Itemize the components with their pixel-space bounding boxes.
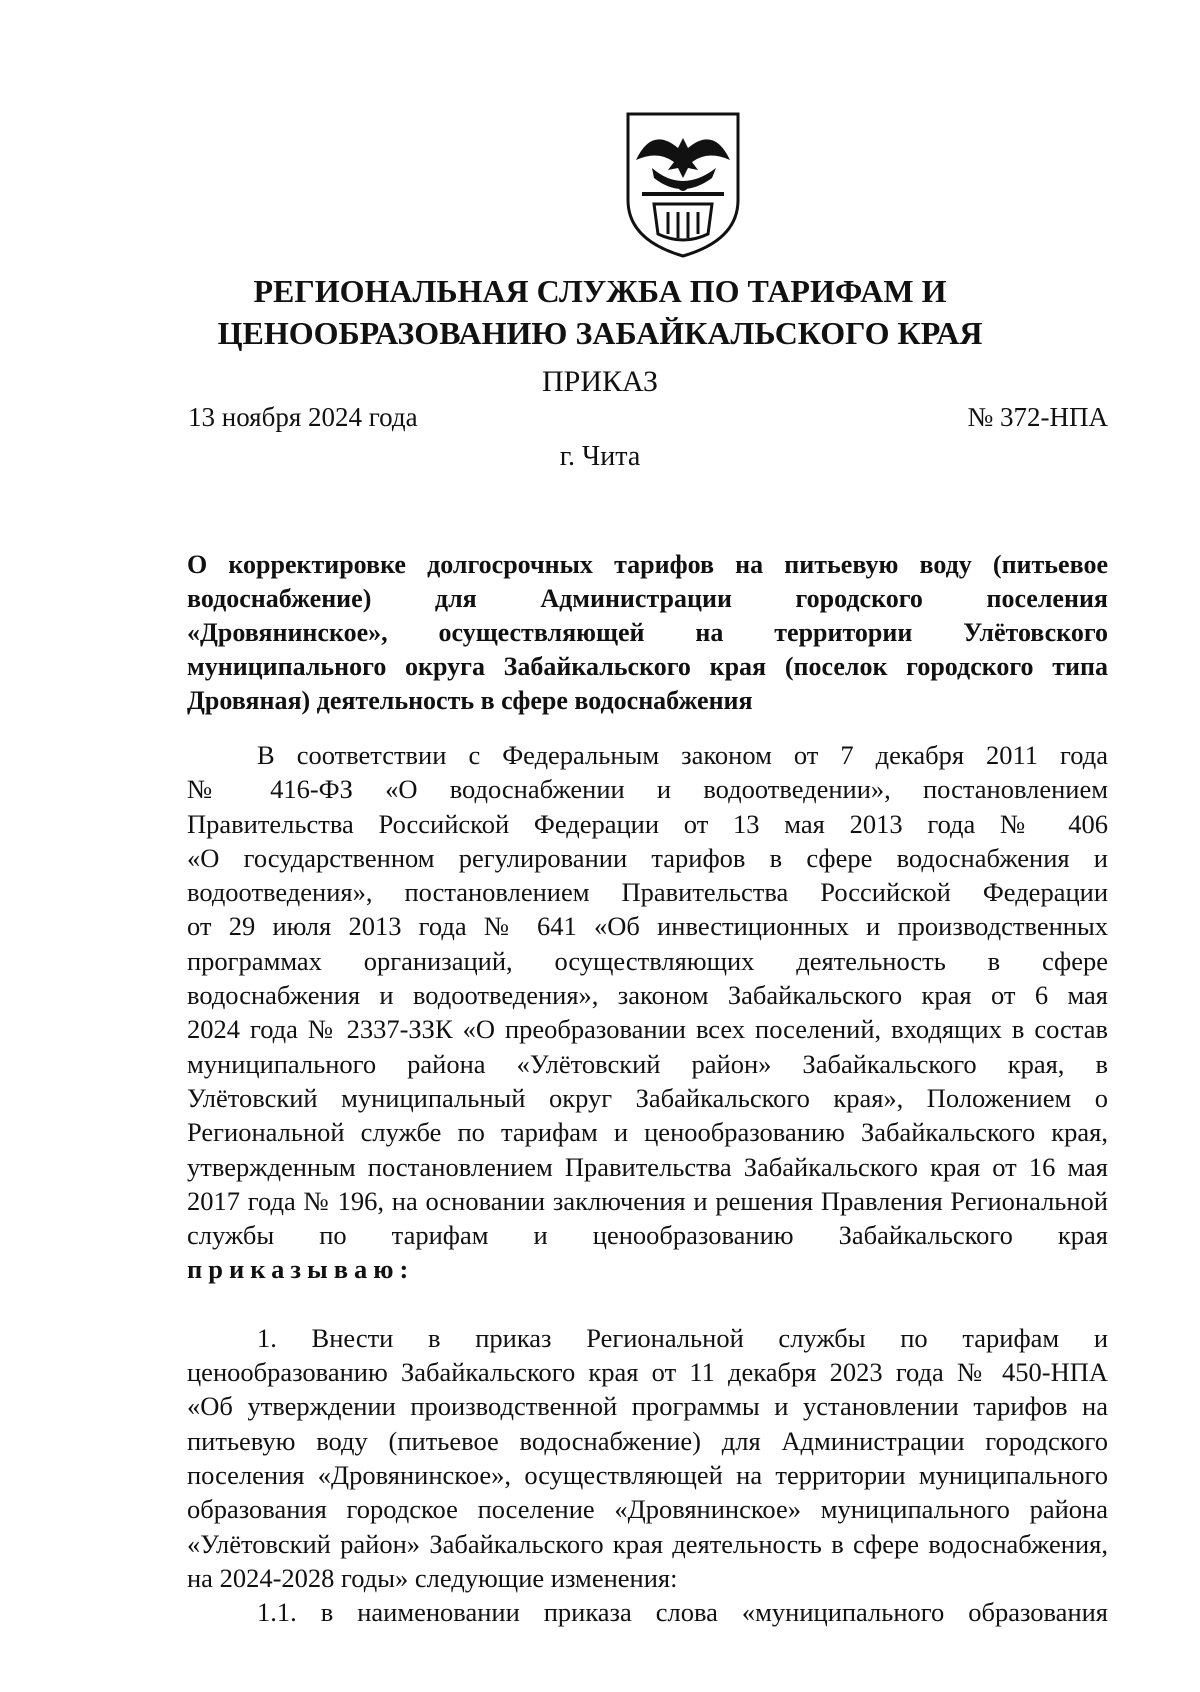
paragraph-gap — [187, 1287, 1108, 1321]
item-1-line: 1. Внести в приказ Региональной службы по тарифам и — [257, 1322, 1108, 1353]
preamble-line: службы по тарифам и ценообразованию Забайкальского края — [187, 1220, 1108, 1251]
title-line: «Дровянинское», осуществляющей на территории Улётовского — [187, 618, 1108, 647]
agency-name — [180, 270, 1020, 354]
order-word: приказываю: — [187, 1254, 415, 1285]
item-1-line: питьевую воду (питьевое водоснабжение) для Администрации городского — [187, 1425, 1108, 1456]
title-line: водоснабжение) для Администрации городского поселения — [187, 584, 1108, 613]
title-line: муниципального округа Забайкальского края (поселок городского типа — [187, 652, 1108, 681]
document-title — [187, 548, 1108, 718]
preamble-line: 2024 года № 2337-ЗЗК «О преобразовании всех поселений, входящих в состав — [187, 1014, 1108, 1045]
document-body — [187, 738, 1108, 1629]
item-1-line: «Об утверждении производственной программы и установлении тарифов на — [187, 1391, 1108, 1422]
preamble-line: водоснабжения и водоотведения», законом Забайкальского края от 6 мая — [187, 980, 1108, 1011]
item-1-1-line: 1.1. в наименовании приказа слова «муниципального образования — [257, 1597, 1108, 1628]
document-date: 13 ноября 2024 года — [188, 402, 418, 432]
preamble-line: водоотведения», постановлением Правительства Российской Федерации — [187, 877, 1108, 908]
preamble-line: от 29 июля 2013 года № 641 «Об инвестиционных и производственных — [187, 911, 1108, 942]
preamble-line: В соответствии с Федеральным законом от 7 декабря 2011 года — [257, 740, 1108, 770]
preamble-line: Улётовский муниципальный округ Забайкальского края», Положением о — [187, 1082, 1108, 1113]
preamble-line: № 416-ФЗ «О водоснабжении и водоотведении», постановлением — [187, 774, 1108, 805]
item-1-line: ценообразованию Забайкальского края от 11 декабря 2023 года № 450-НПА — [187, 1357, 1108, 1388]
preamble-line: муниципального района «Улётовский район» Забайкальского края, в — [187, 1048, 1108, 1079]
coat-of-arms-emblem — [622, 108, 744, 260]
document-number: № 372-НПА — [967, 402, 1108, 432]
preamble-line: Правительства Российской Федерации от 13 мая 2013 года № 406 — [187, 808, 1108, 839]
preamble-line: 2017 года № 196, на основании заключения и решения Правления Региональной — [187, 1185, 1108, 1216]
title-line: Дровяная) деятельность в сфере водоснабжения — [187, 686, 753, 715]
document-city: г. Чита — [559, 441, 641, 472]
preamble-line: Региональной службе по тарифам и ценообразованию Забайкальского края, — [187, 1117, 1108, 1148]
item-1-line: на 2024-2028 годы» следующие изменения: — [187, 1562, 678, 1593]
item-1-line: образования городское поселение «Дровянинское» муниципального района — [187, 1494, 1108, 1525]
agency-name-line-2: ЦЕНООБРАЗОВАНИЮ ЗАБАЙКАЛЬСКОГО КРАЯ — [217, 315, 983, 351]
item-1-line: поселения «Дровянинское», осуществляющей на территории муниципального — [187, 1459, 1108, 1490]
item-1-line: «Улётовский район» Забайкальского края деятельность в сфере водоснабжения, — [187, 1528, 1108, 1559]
preamble-line: программах организаций, осуществляющих деятельность в сфере — [187, 945, 1108, 976]
title-line: О корректировке долгосрочных тарифов на питьевую воду (питьевое — [187, 550, 1108, 579]
preamble-line: «О государственном регулировании тарифов в сфере водоснабжения и — [187, 842, 1108, 873]
document-type: ПРИКАЗ — [542, 365, 658, 398]
agency-name-line-1: РЕГИОНАЛЬНАЯ СЛУЖБА ПО ТАРИФАМ И — [253, 273, 947, 309]
preamble-line: утвержденным постановлением Правительства Забайкальского края от 16 мая — [187, 1151, 1108, 1182]
